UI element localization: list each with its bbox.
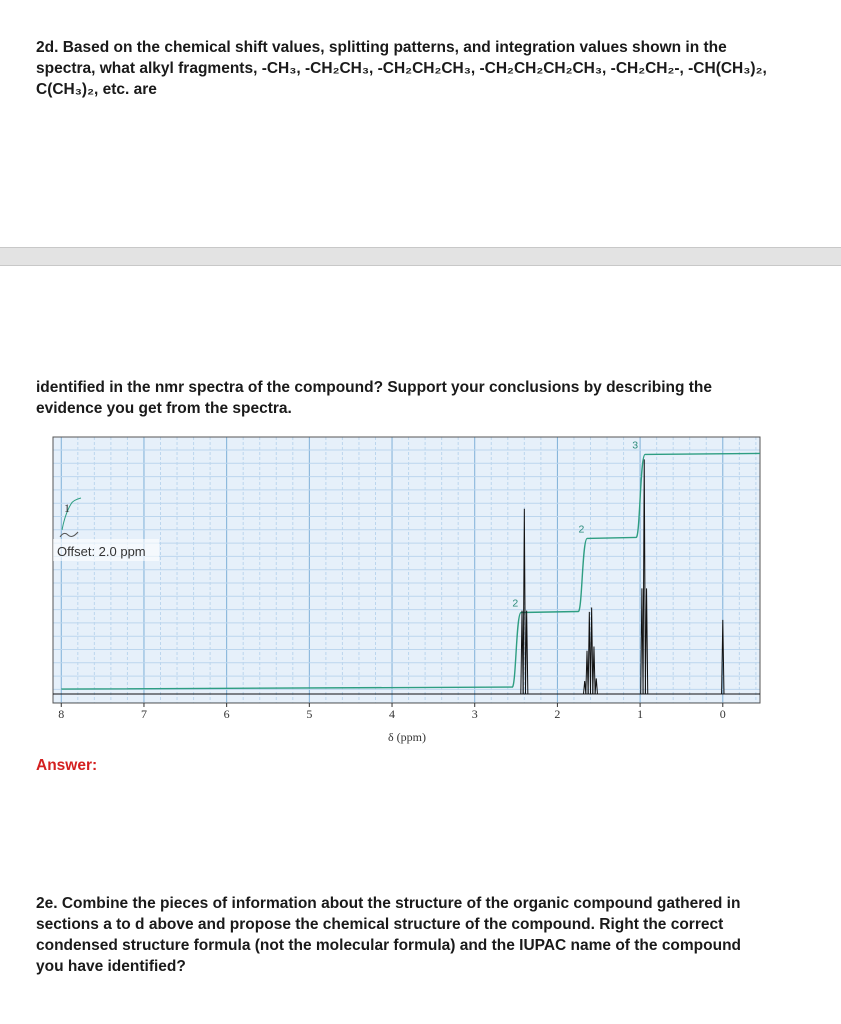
integration-label: 2 — [578, 523, 585, 536]
x-tick-label: 7 — [140, 707, 147, 721]
x-tick-label: 5 — [306, 707, 313, 721]
x-axis-ticks — [58, 703, 726, 721]
x-tick-label: 6 — [223, 707, 230, 721]
x-tick-label: 1 — [637, 707, 644, 721]
integration-label: 2 — [512, 597, 519, 610]
x-tick-label: 4 — [389, 707, 396, 721]
x-tick-label: 8 — [58, 707, 65, 721]
inset-label: 1 — [64, 501, 70, 515]
x-axis-label: δ (ppm) — [388, 730, 426, 744]
question-2e: 2e. Combine the pieces of information about the structure of the organic compound gathered in sections a to d above and propose the chemical structure of the compound. Right the correct condensed structure formula (not the molecular formula) and the IUPAC name of the compound you have identified? — [36, 895, 742, 975]
question-2d-part2: identified in the nmr spectra of the compound? Support your conclusions by describing the evidence you get from the spectra. — [36, 379, 713, 417]
integration-label: 3 — [632, 439, 639, 452]
nmr-spectrum-chart — [50, 432, 762, 748]
question-2d-part1: 2d. Based on the chemical shift values, splitting patterns, and integration values shown in the spectra, what alkyl fragments, -CH₃, -CH₂CH₃, -CH₂CH₂CH₃, -CH₂CH₂CH₂CH₃, -CH₂CH₂-, -CH(CH₃)₂, C(CH₃)₂, etc. are — [36, 39, 767, 98]
x-tick-label: 2 — [554, 707, 561, 721]
plot-grid — [53, 437, 760, 703]
x-tick-label: 3 — [471, 707, 478, 721]
page-divider — [0, 247, 841, 266]
x-tick-label: 0 — [719, 707, 726, 721]
answer-label: Answer: — [36, 757, 98, 774]
offset-label: Offset: 2.0 ppm — [57, 544, 146, 559]
